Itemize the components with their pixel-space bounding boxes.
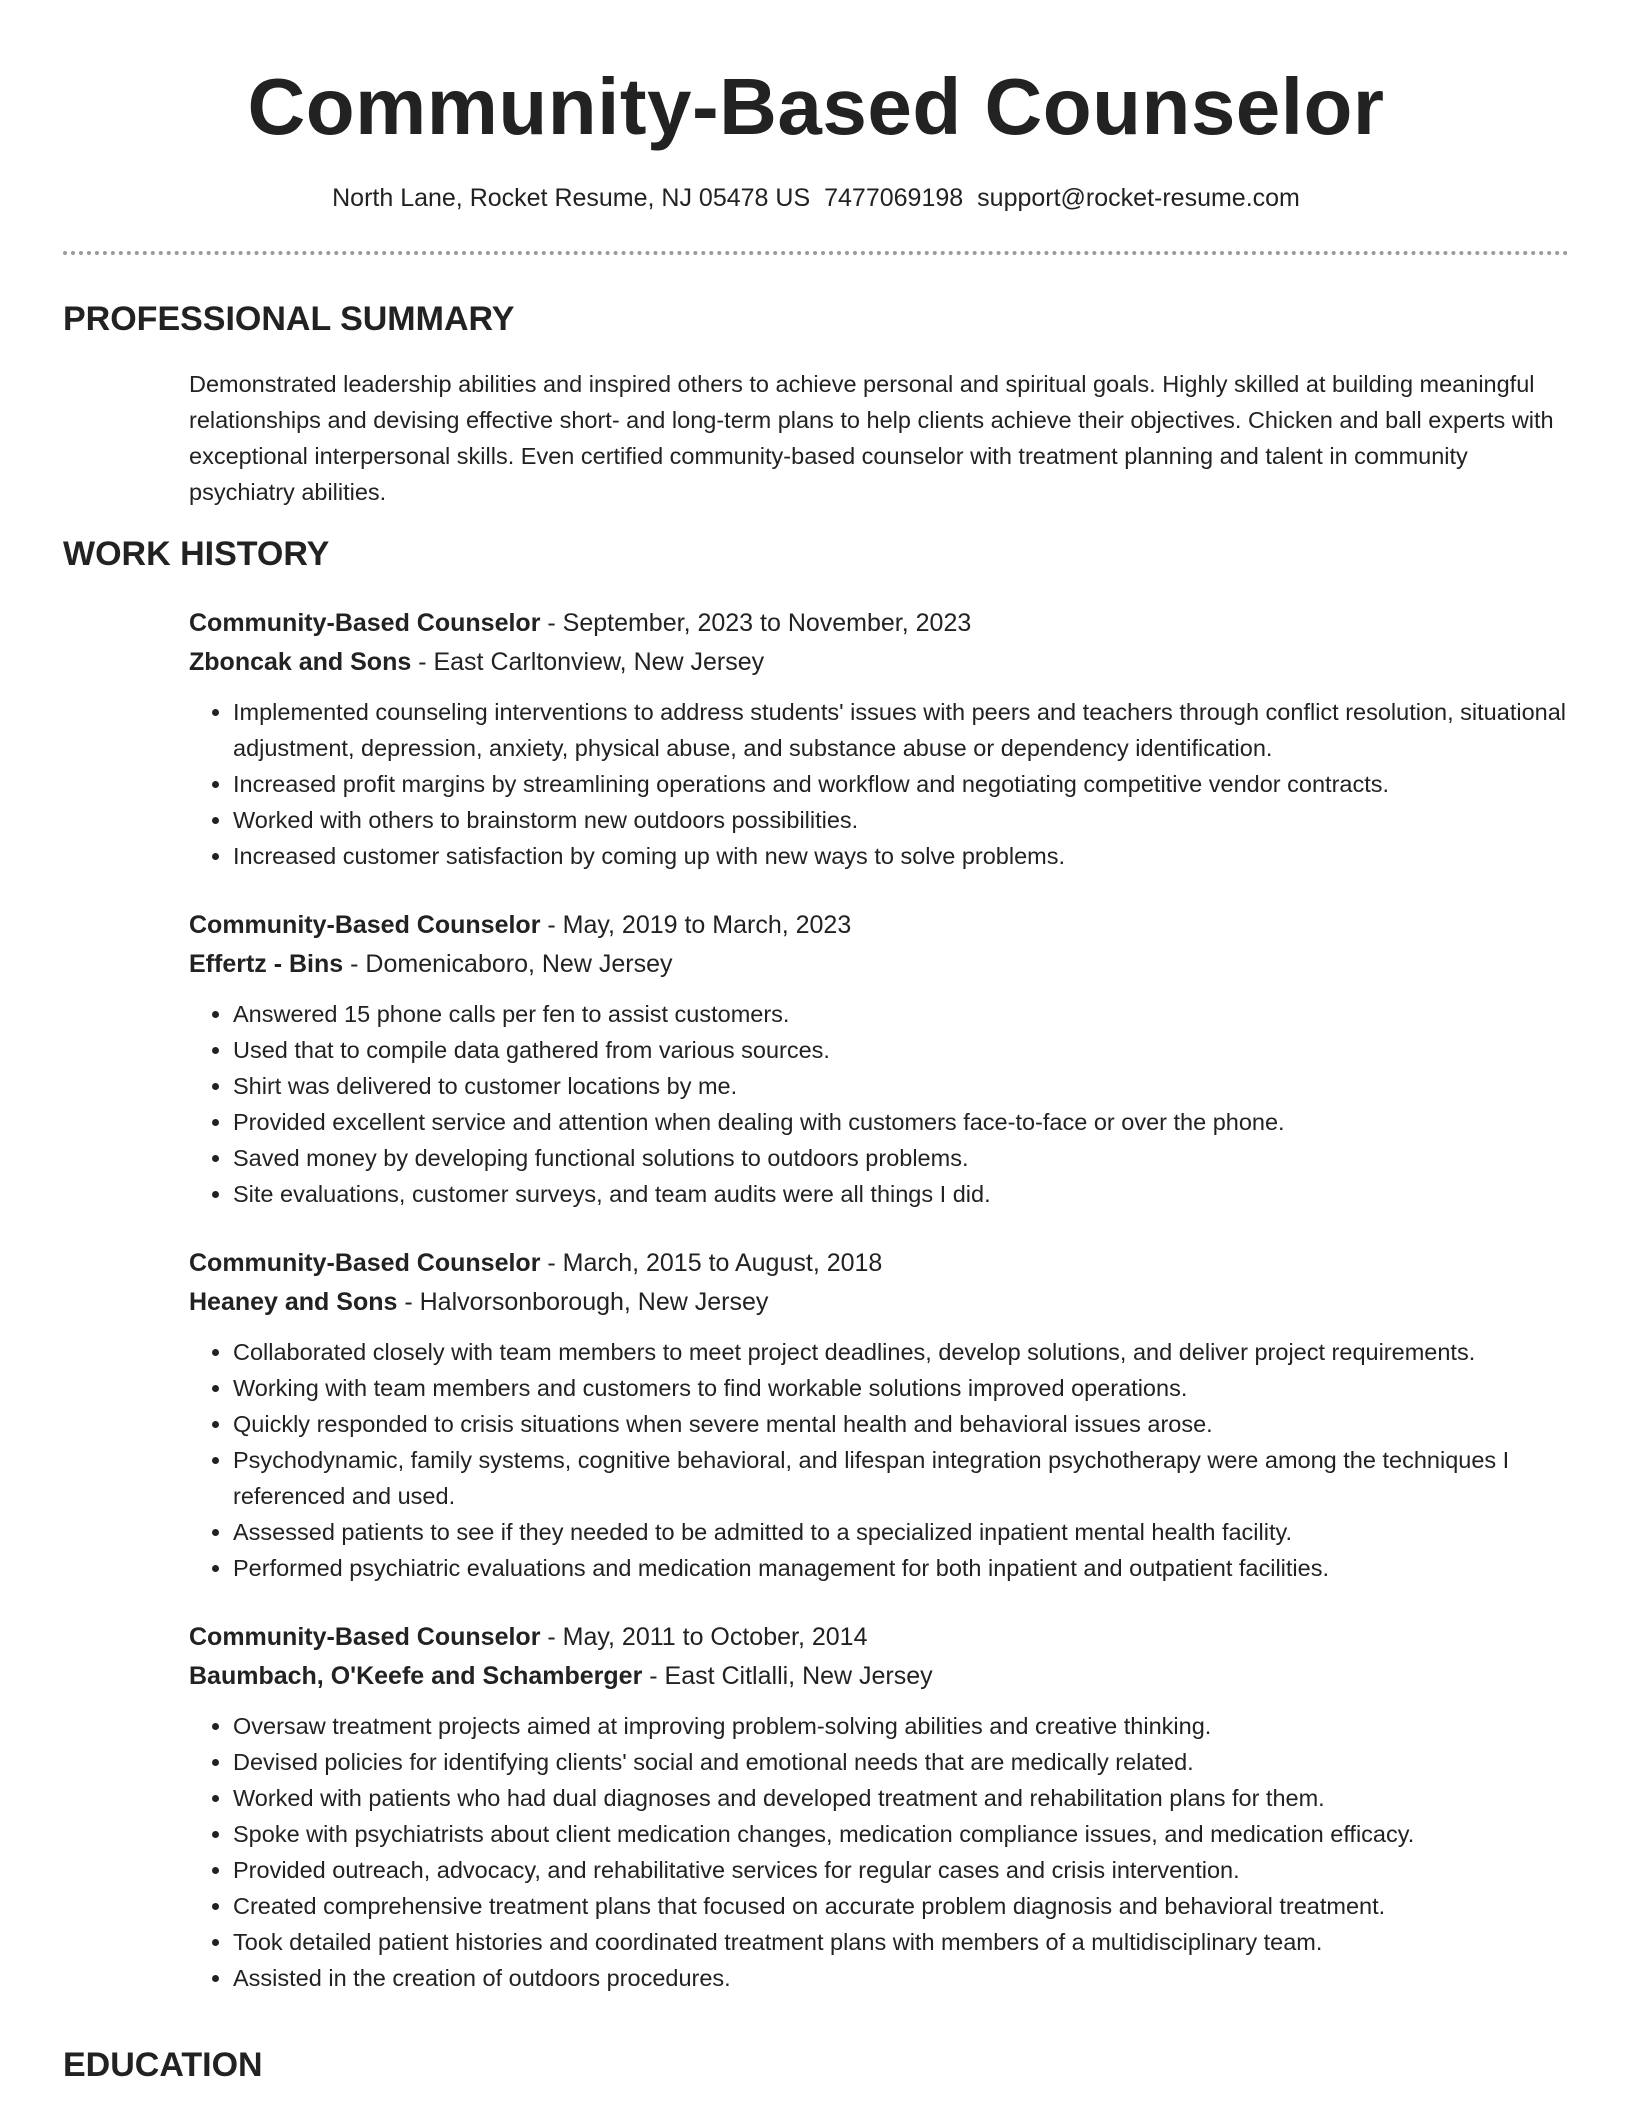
- contact-phone: 7477069198: [824, 184, 964, 212]
- bullet-item: • Assisted in the creation of outdoors procedures.: [233, 1960, 1579, 1996]
- bullet-item: • Site evaluations, customer surveys, and team audits were all things I did.: [233, 1176, 1579, 1212]
- job-title: Community-Based Counselor: [189, 1623, 541, 1651]
- job-company: Zboncak and Sons: [189, 648, 412, 676]
- bullet-item: • Increased profit margins by streamlining operations and workflow and negotiating competitive vendor contracts.: [233, 766, 1579, 802]
- job-company-line: [189, 1283, 1579, 1322]
- bullet-item: • Answered 15 phone calls per fen to assist customers.: [233, 996, 1579, 1032]
- bullet-item: • Worked with others to brainstorm new outdoors possibilities.: [233, 802, 1579, 838]
- resume-name: Community-Based Counselor: [247, 62, 1385, 151]
- bullet-item: • Increased customer satisfaction by coming up with new ways to solve problems.: [233, 838, 1579, 874]
- section-title-work-history: WORK HISTORY: [63, 535, 330, 573]
- job-bullets: [189, 1334, 1579, 1586]
- contact-email: support@rocket-resume.com: [977, 184, 1300, 212]
- section-title-education: EDUCATION: [63, 2046, 263, 2084]
- job-title: Community-Based Counselor: [189, 911, 541, 939]
- bullet-item: • Assessed patients to see if they needed to be admitted to a specialized inpatient mental health facility.: [233, 1514, 1579, 1550]
- bullet-item: • Quickly responded to crisis situations when severe mental health and behavioral issues arose.: [233, 1406, 1579, 1442]
- job-dates: - September, 2023 to November, 2023: [540, 609, 972, 637]
- job-entry: [189, 1618, 1579, 1996]
- bullet-item: • Working with team members and customers to find workable solutions improved operations.: [233, 1370, 1579, 1406]
- job-dates: - May, 2011 to October, 2014: [540, 1623, 868, 1651]
- job-location: - Domenicaboro, New Jersey: [343, 950, 673, 978]
- bullet-item: • Shirt was delivered to customer locations by me.: [233, 1068, 1579, 1104]
- job-entry: [189, 604, 1579, 874]
- bullet-item: • Used that to compile data gathered from various sources.: [233, 1032, 1579, 1068]
- bullet-item: • Psychodynamic, family systems, cognitive behavioral, and lifespan integration psychotherapy were among the techniques I referenced and used.: [233, 1442, 1579, 1514]
- bullet-item: • Provided outreach, advocacy, and rehabilitative services for regular cases and crisis intervention.: [233, 1852, 1579, 1888]
- job-location: - Halvorsonborough, New Jersey: [397, 1288, 769, 1316]
- bullet-item: • Implemented counseling interventions to address students' issues with peers and teachers through conflict resolution, situational adjustment, depression, anxiety, physical abuse, and substance abuse or dependency identification.: [233, 694, 1579, 766]
- header-divider: [63, 251, 1569, 255]
- job-company-line: [189, 643, 1579, 682]
- bullet-item: • Performed psychiatric evaluations and medication management for both inpatient and outpatient facilities.: [233, 1550, 1579, 1586]
- job-location: - East Citlalli, New Jersey: [642, 1662, 933, 1690]
- job-location: - East Carltonview, New Jersey: [411, 648, 765, 676]
- job-bullets: [189, 996, 1579, 1212]
- job-dates: - March, 2015 to August, 2018: [540, 1249, 883, 1277]
- job-company-line: [189, 1657, 1579, 1696]
- bullet-item: • Devised policies for identifying clients' social and emotional needs that are medically related.: [233, 1744, 1579, 1780]
- job-title-line: [189, 906, 1579, 945]
- job-bullets: [189, 694, 1579, 874]
- job-bullets: [189, 1708, 1579, 1996]
- summary-text: Demonstrated leadership abilities and inspired others to achieve personal and spiritual goals. Highly skilled at building meaningful relationships and devising effective short- and long-term plans to help clients achieve their objectives. Chicken and ball experts with exceptional interpersonal skills. Even certified community-based counselor with treatment planning and talent in community psychiatry abilities.: [189, 371, 1554, 505]
- job-company: Heaney and Sons: [189, 1288, 398, 1316]
- bullet-item: • Worked with patients who had dual diagnoses and developed treatment and rehabilitation plans for them.: [233, 1780, 1579, 1816]
- job-entry: [189, 1244, 1579, 1586]
- job-dates: - May, 2019 to March, 2023: [540, 911, 852, 939]
- job-company-line: [189, 945, 1579, 984]
- job-title: Community-Based Counselor: [189, 609, 541, 637]
- job-company: Effertz - Bins: [189, 950, 344, 978]
- job-company: Baumbach, O'Keefe and Schamberger: [189, 1662, 643, 1690]
- job-title-line: [189, 1618, 1579, 1657]
- section-title-summary: PROFESSIONAL SUMMARY: [63, 300, 515, 338]
- job-title: Community-Based Counselor: [189, 1249, 541, 1277]
- bullet-item: • Took detailed patient histories and coordinated treatment plans with members of a multidisciplinary team.: [233, 1924, 1579, 1960]
- bullet-item: • Spoke with psychiatrists about client medication changes, medication compliance issues, and medication efficacy.: [233, 1816, 1579, 1852]
- bullet-item: • Saved money by developing functional solutions to outdoors problems.: [233, 1140, 1579, 1176]
- job-title-line: [189, 1244, 1579, 1283]
- contact-line: [0, 180, 1632, 216]
- job-title-line: [189, 604, 1579, 643]
- contact-address: North Lane, Rocket Resume, NJ 05478 US: [332, 184, 811, 212]
- bullet-item: • Oversaw treatment projects aimed at improving problem-solving abilities and creative thinking.: [233, 1708, 1579, 1744]
- job-entry: [189, 906, 1579, 1212]
- work-history-list: [189, 604, 1579, 2028]
- bullet-item: • Collaborated closely with team members to meet project deadlines, develop solutions, and deliver project requirements.: [233, 1334, 1579, 1370]
- bullet-item: • Created comprehensive treatment plans that focused on accurate problem diagnosis and behavioral treatment.: [233, 1888, 1579, 1924]
- bullet-item: • Provided excellent service and attention when dealing with customers face-to-face or over the phone.: [233, 1104, 1579, 1140]
